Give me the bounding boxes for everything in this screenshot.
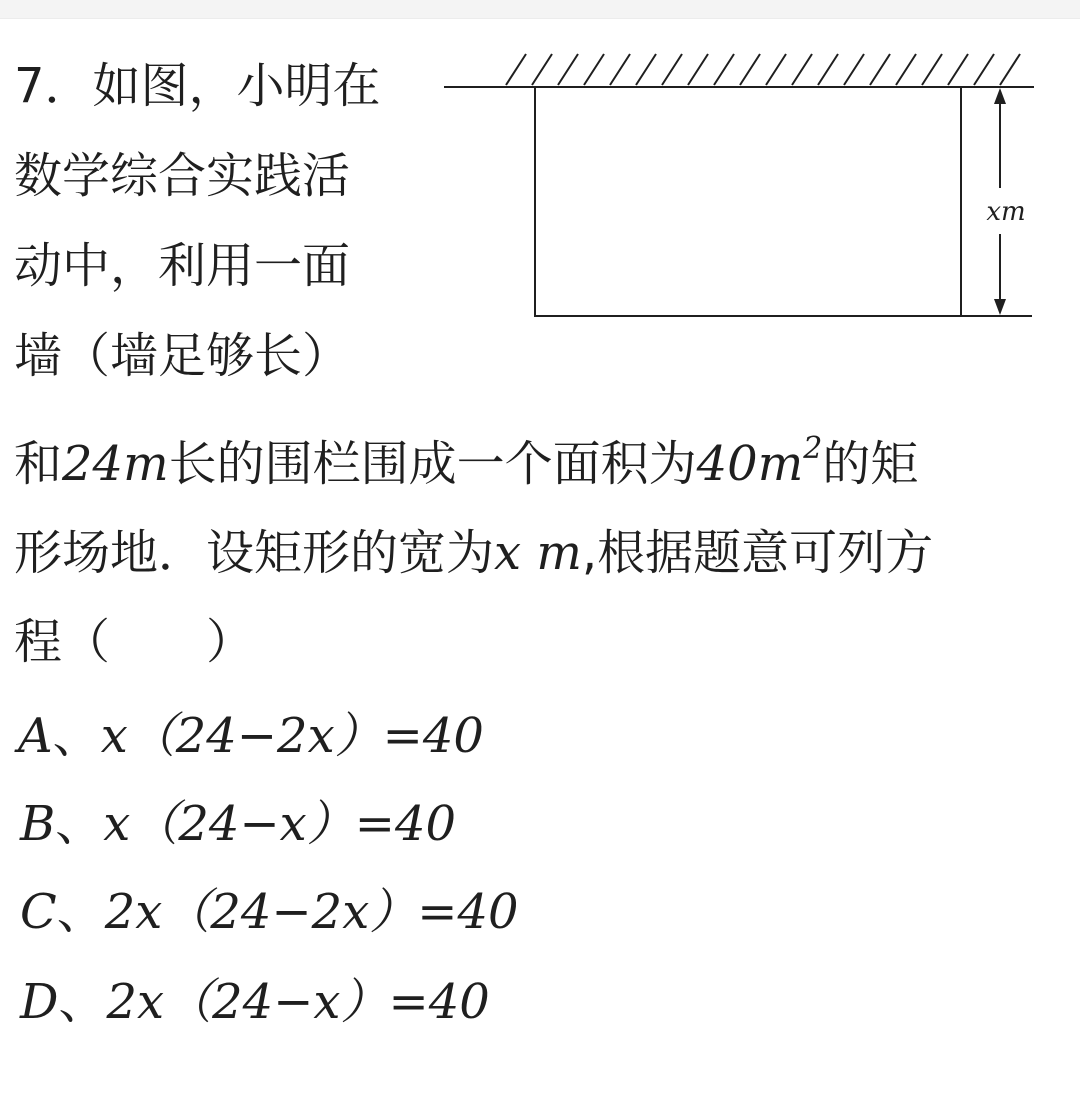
fence-length: 24m [62,436,169,492]
rectangle-figure [440,48,1040,328]
question-line-6: 形场地．设矩形的宽为x m,根据题意可列方 [14,525,934,581]
question-line-5: 和24m长的围栏围成一个面积为$40m^2$的矩 [14,431,919,492]
question-line-1: 7．如图，小明在 [14,58,381,114]
arrow-head-up [994,88,1006,104]
question-line-2: 数学综合实践活 [14,148,351,204]
area-value: 40m [696,436,804,492]
wall-hatching [506,54,1020,85]
fence-rectangle [535,87,961,316]
question-line-3: 动中，利用一面 [14,238,351,294]
question-line-4: 墙（墙足够长） [14,328,351,384]
area-exponent: 2 [803,431,823,466]
top-strip [0,0,1080,19]
option-d[interactable]: D、2x（24−x）=40 [20,974,490,1030]
option-a[interactable]: A、x（24−2x）=40 [18,708,484,764]
option-b[interactable]: B、x（24−x）=40 [20,796,457,852]
width-variable: x m [494,525,582,581]
question-line-7: 程（ ） [14,614,255,670]
width-label: xm [986,197,1026,227]
arrow-head-down [994,299,1006,315]
option-c[interactable]: C、2x（24−2x）=40 [20,884,519,940]
